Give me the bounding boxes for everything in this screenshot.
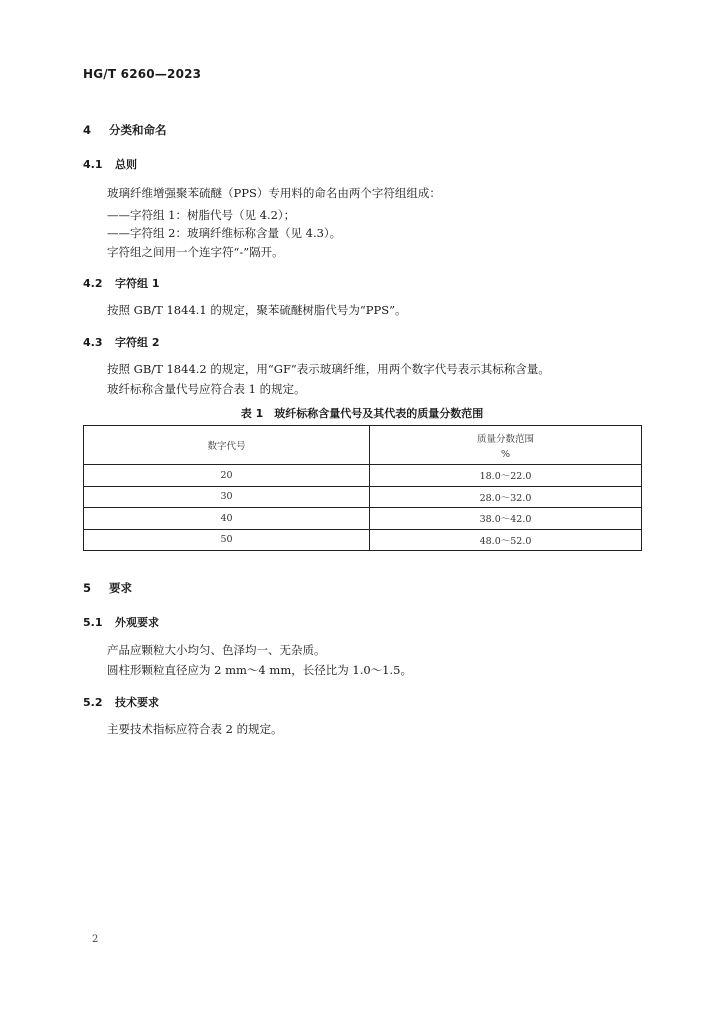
table-cell-code: 30 — [84, 486, 370, 508]
section-title: 字符组 1 — [115, 277, 160, 290]
paragraph-line: 产品应颗粒大小均匀、色泽均一、无杂质。 — [107, 643, 326, 657]
table-row — [84, 486, 642, 508]
section-number: 5 — [83, 581, 92, 595]
table-cell-code: 50 — [84, 529, 370, 551]
paragraph-line: 玻纤标称含量代号应符合表 1 的规定。 — [107, 382, 306, 396]
table-cell-code: 40 — [84, 508, 370, 530]
list-item: ——字符组 2：玻璃纤维标称含量（见 4.3）。 — [107, 226, 342, 240]
paragraph-line: 字符组之间用一个连字符“-”隔开。 — [107, 245, 284, 259]
section-4-3-heading — [83, 334, 159, 350]
section-title: 字符组 2 — [115, 336, 160, 349]
section-5-heading — [83, 580, 132, 596]
paragraph-line: 主要技术指标应符合表 2 的规定。 — [107, 722, 283, 736]
section-4-1-heading — [83, 156, 137, 172]
paragraph-line: 圆柱形颗粒直径应为 2 mm～4 mm，长径比为 1.0～1.5。 — [107, 663, 412, 677]
section-number: 4 — [83, 123, 92, 137]
column-header-label: 质量分数范围 — [476, 433, 534, 445]
standard-number: HG/T 6260—2023 — [83, 67, 202, 81]
section-5-2-heading — [83, 694, 159, 710]
page-number: 2 — [92, 934, 99, 945]
section-title: 总则 — [115, 158, 137, 171]
table-row — [84, 465, 642, 487]
section-title: 分类和命名 — [109, 123, 167, 137]
table-header-row — [84, 426, 642, 465]
table-row — [84, 508, 642, 530]
section-title: 外观要求 — [115, 616, 159, 629]
paragraph-line: 按照 GB/T 1844.1 的规定，聚苯硫醚树脂代号为“PPS”。 — [107, 303, 407, 317]
list-item: ——字符组 1：树脂代号（见 4.2）； — [107, 208, 296, 222]
table-row — [84, 529, 642, 551]
section-4-2-heading — [83, 275, 159, 291]
table-caption: 表 1 玻纤标称含量代号及其代表的质量分数范围 — [240, 407, 484, 420]
data-table — [83, 425, 642, 551]
paragraph-line: 按照 GB/T 1844.2 的规定，用“GF”表示玻璃纤维，用两个数字代号表示其标称含量。 — [107, 362, 550, 376]
column-header-code: 数字代号 — [84, 426, 370, 465]
section-title: 技术要求 — [115, 696, 159, 709]
section-number: 4.2 — [83, 277, 103, 290]
table-cell-range: 18.0～22.0 — [370, 465, 642, 487]
section-5-1-heading — [83, 614, 159, 630]
section-number: 4.1 — [83, 158, 103, 171]
section-4-heading — [83, 122, 167, 138]
table-cell-range: 48.0～52.0 — [370, 529, 642, 551]
column-header-unit: % — [500, 448, 511, 460]
section-title: 要求 — [109, 581, 132, 595]
paragraph-line: 玻璃纤维增强聚苯硫醚（PPS）专用料的命名由两个字符组组成： — [107, 186, 441, 200]
section-number: 5.2 — [83, 696, 103, 709]
column-header-range — [370, 426, 642, 465]
section-number: 4.3 — [83, 336, 103, 349]
table-cell-range: 38.0～42.0 — [370, 508, 642, 530]
table-cell-code: 20 — [84, 465, 370, 487]
section-number: 5.1 — [83, 616, 103, 629]
table-cell-range: 28.0～32.0 — [370, 486, 642, 508]
